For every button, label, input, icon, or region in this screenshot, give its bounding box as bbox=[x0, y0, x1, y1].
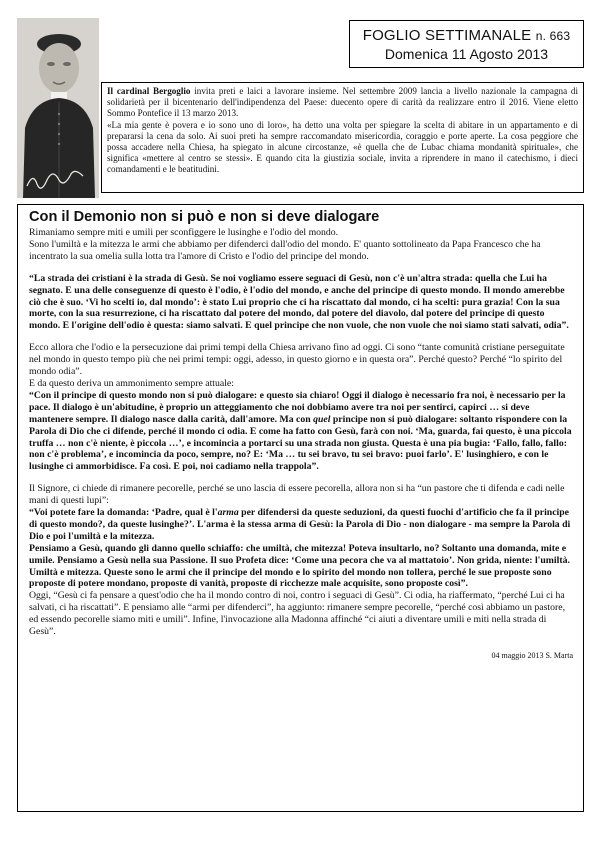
bio-box bbox=[101, 82, 584, 193]
article-quote-3 bbox=[29, 507, 573, 543]
quote-3-part-b: per difendersi da queste seduzioni, da questi fuochi d'artificio che fa il principe di questo mondo?, da queste lusinghe?’. L'arma è la stessa arma di Gesù: la Parola di Dio - non dialogare - ma sempre la Parola di Dio e poi l'umiltà e la mitezza. bbox=[29, 507, 571, 542]
article-paragraph-4: Il Signore, ci chiede di rimanere pecorelle, perché se uno lascia di essere pecorella, allora non si ha “un pastore che ti difenda e cadi nelle mani di questi lupi”: bbox=[29, 483, 565, 507]
newsletter-header bbox=[349, 20, 584, 68]
article-paragraph-3: E da questo deriva un ammonimento sempre attuale: bbox=[29, 377, 234, 389]
article-signature: 04 maggio 2013 S. Marta bbox=[491, 651, 573, 660]
article-quote-1: “La strada dei cristiani è la strada di Gesù. Se noi vogliamo essere seguaci di Gesù, non c'è un'altra strada: quella che Lui ha segnato. E una delle conseguenze di questo è l'odio, è l'odio del mondo, e anche del principe di questo mondo. Il mondo amerebbe ciò che è suo. ‘Vi ho scelti io, dal mondo’: è stato Lui proprio che ci ha riscattato dal mondo, ci ha scelti: pura grazia! Con la sua morte, con la sua resurrezione, ci ha riscattato dal potere del mondo, dal potere del diavolo, dal potere del principe di questo mondo. E l'origine dell'odio è questa: siamo salvati. E quel principe che non vuole, che non vuole che noi siamo stati salvati, odia”. bbox=[29, 272, 569, 332]
quote-2-part-a: “Con il principe di questo mondo non si può dialogare: e questo sia chiaro! Oggi il dialogo è necessario fra noi, è necessario per la pace. Il dialogo è un'abitudine, è proprio un atteggiamento che noi dobbiamo avere tra noi per sentirci, capirci … si deve mantenere sempre. Il dialogo nasce dalla carità, dall'amore. Ma con bbox=[29, 389, 566, 425]
article-intro-1: Rimaniamo sempre miti e umili per sconfiggere le lusinghe e l'odio del mondo. bbox=[29, 227, 339, 238]
bio-paragraph-1 bbox=[107, 86, 578, 120]
portrait-icon bbox=[17, 18, 99, 198]
quote-3-italic: arma bbox=[217, 507, 239, 519]
newsletter-title-line bbox=[350, 27, 583, 44]
article-closing: Oggi, “Gesù ci fa pensare a quest'odio che ha il mondo contro di noi, contro i seguaci di Gesù”. Ci odia, ha riaffermato, “perché Lui ci ha salvati, ci ha riscattati”. E pensiamo alle “armi per difenderci”, ha aggiunto: rimanere sempre pecorelle, “perché così abbiamo un pastore, ed essendo pecorelle siamo miti e umili”. Infine, l'invocazione alla Madonna affinché “ci aiuti a diventare umili e miti nella strada di Gesù”. bbox=[29, 590, 566, 638]
quote-3-part-a: “Voi potete fare la domanda: ‘Padre, qual è l' bbox=[29, 507, 218, 519]
bio-lead: Il cardinal Bergoglio bbox=[107, 86, 191, 96]
article-quote-3-continued: Pensiamo a Gesù, quando gli danno quello schiaffo: che umiltà, che mitezza! Poteva insultarlo, no? Soltanto una domanda, mite e umile. Pensiamo a Gesù nella sua Passione. Il suo Profeta dice: ‘Come una pecora che va al mattatoio’. Non grida, niente: l'umiltà. Umiltà e mitezza. Queste sono le armi che il principe del mondo e lo spirito del mondo non tollera, perché le sue proposte sono proposte di potere mondano, proposte di vanità, proposte di ricchezze male acquisite, sono proposte così”. bbox=[29, 542, 570, 590]
issue-date: Domenica 11 Agosto 2013 bbox=[384, 46, 549, 62]
article-box bbox=[17, 204, 584, 812]
newsletter-title: FOGLIO SETTIMANALE bbox=[362, 27, 532, 44]
quote-2-part-b: principe non si può dialogare: soltanto rispondere con la Parola di Dio che ci difende, perché il mondo ci odia. E come ha fatto con Gesù, farà con noi. ‘Ma, guarda, fai questo, è una piccola truffa … non c'è niente, è piccola …’, e incomincia a portarci su una strada non giusta. Questa è una pia bugia: ‘Fallo, fallo, fallo: non c'è problema’, e incomincia da poco, sempre, no? E: ‘Ma … tu sei bravo, tu sei bravo: puoi farlo’. E' lusinghiero, e con le lusinghe ci ammorbidisce. Fa così. E poi, noi cadiamo nella trappola”. bbox=[29, 413, 572, 473]
bio-text-1: invita preti e laici a lavorare insieme. Nel settembre 2009 lancia a livello nazionale la campagna di solidarietà per il bicentenario dell'indipendenza del Paese: duecento opere di carità da realizzare entro il 2016. Viene eletto Sommo Pontefice il 13 marzo 2013. bbox=[107, 86, 579, 119]
portrait-photo bbox=[17, 18, 99, 198]
issue-number: n. 663 bbox=[535, 29, 571, 43]
article-title: Con il Demonio non si può e non si deve dialogare bbox=[29, 209, 380, 225]
article-quote-2 bbox=[29, 390, 573, 473]
bio-paragraph-2: «La mia gente è povera e io sono uno di loro», ha detto una volta per spiegare la scelta di abitare in un appartamento e di prepararsi la cena da solo. Ai suoi preti ha sempre raccomandato misericordia, coraggio e porte aperte. La cosa peggiore che possa accadere nella Chiesa, ha spiegato in alcune circostanze, «è quella che de Lubac chiama mondanità spirituale», che significa «mettere al centro se stessi». E quando cita la giustizia sociale, invita a riprendere in mano il catechismo, i dieci comandamenti e le beatitudini. bbox=[107, 119, 578, 175]
quote-2-italic: quel bbox=[313, 413, 331, 425]
article-intro-2: Sono l'umiltà e la mitezza le armi che abbiamo per difenderci dall'odio del mondo. E' quanto sottolineato da Papa Francesco che ha incentrato la sua omelia sulla lotta tra l'amore di Cristo e l'odio del principe del mondo. bbox=[29, 238, 541, 262]
article-paragraph-2: Ecco allora che l'odio e la persecuzione dai primi tempi della Chiesa arrivano fino ad oggi. Ci sono “tante comunità cristiane perseguitate nel mondo in questo tempo più che nei primi tempi: oggi, adesso, in questo giorno e in questa ora”. Perché questo? Perché “lo spirito del mondo odia”. bbox=[29, 342, 565, 378]
